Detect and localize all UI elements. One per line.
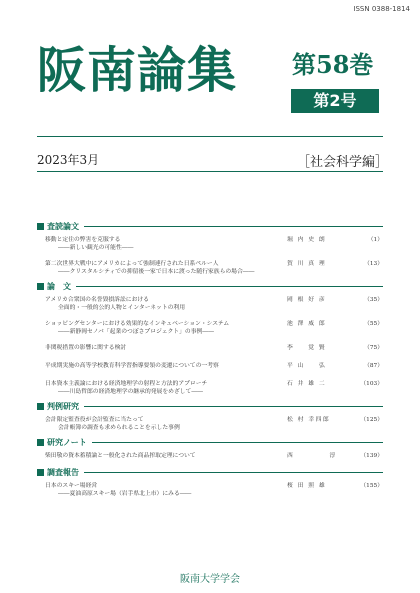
section-rule bbox=[84, 406, 383, 407]
section-heading bbox=[37, 221, 383, 232]
entry-author: 池 澤 威 郎 bbox=[287, 321, 327, 327]
toc-entry bbox=[37, 340, 383, 358]
entry-author: 賀 川 真 理 bbox=[287, 261, 327, 267]
entry-author: 平 山 弘 bbox=[287, 363, 327, 369]
toc-entry bbox=[37, 412, 383, 436]
entry-title: 非関税措置の影響に関する検討 bbox=[45, 345, 127, 351]
entry-title: アメリカ合衆国の名誉毀損訴訟における bbox=[45, 297, 149, 303]
entry-author: 李 覚 賢 bbox=[287, 345, 327, 351]
entry-subtitle: ――新しい観光の可能性―― bbox=[58, 245, 134, 251]
entry-author: 桜 田 照 雄 bbox=[287, 483, 327, 489]
entry-author: 西 淳 bbox=[287, 453, 337, 459]
entry-author: 堀 内 史 朗 bbox=[287, 237, 327, 243]
toc-entry bbox=[37, 358, 383, 376]
section-heading-label: 査読論文 bbox=[47, 222, 79, 231]
entry-page: （35） bbox=[364, 297, 383, 303]
volume-number: 第58巻 bbox=[292, 50, 374, 79]
section-heading bbox=[37, 467, 383, 478]
toc-entry bbox=[37, 232, 383, 256]
toc-entry bbox=[37, 292, 383, 316]
square-bullet-icon bbox=[37, 283, 44, 290]
section-heading bbox=[37, 281, 383, 292]
entry-subtitle: ――川島哲郎の経済地理学の継承的発展をめざして―― bbox=[58, 389, 203, 395]
entry-title: 日本のスキー場経営 bbox=[45, 483, 98, 489]
section-heading-label: 判例研究 bbox=[47, 402, 79, 411]
entry-page: （139） bbox=[360, 453, 383, 459]
issue-badge: 第2号 bbox=[291, 89, 379, 113]
entry-title: 柴田敬の資本蓄積論と一般化された商品搾取定理について bbox=[45, 453, 196, 459]
toc-entry bbox=[37, 448, 383, 466]
divider-top bbox=[37, 136, 383, 137]
entry-title: 会計限定監査役が会計監査に当たって bbox=[45, 417, 144, 423]
entry-author: 岡 根 好 彦 bbox=[287, 297, 327, 303]
square-bullet-icon bbox=[37, 223, 44, 230]
entry-title: 平成期実施の高等学校教育科学習指導要領の変遷についての一考察 bbox=[45, 363, 219, 369]
section-rule bbox=[84, 472, 383, 473]
entry-page: （87） bbox=[364, 363, 383, 369]
section-heading bbox=[37, 401, 383, 412]
series-label: ［社会科学編］ bbox=[297, 155, 389, 170]
entry-page: （55） bbox=[364, 321, 383, 327]
toc-entry bbox=[37, 256, 383, 280]
entry-subtitle: 全面的・一般的公的人物とインターネットの利用 bbox=[58, 305, 186, 311]
entry-page: （13） bbox=[364, 261, 383, 267]
entry-page: （75） bbox=[364, 345, 383, 351]
issn: ISSN 0388-1814 bbox=[353, 5, 410, 13]
entry-author: 石 井 雄 二 bbox=[287, 381, 327, 387]
entry-title: ショッピングセンターにおける効果的なインキュベーション・システム bbox=[45, 321, 230, 327]
section-rule bbox=[92, 442, 383, 443]
entry-subtitle: ――夏油高原スキー場（岩手県北上市）にみる―― bbox=[58, 491, 192, 497]
publisher: 阪南大学学会 bbox=[180, 574, 240, 585]
table-of-contents bbox=[37, 220, 383, 502]
square-bullet-icon bbox=[37, 439, 44, 446]
entry-page: （125） bbox=[360, 417, 383, 423]
journal-title: 阪南論集 bbox=[37, 41, 238, 99]
section-heading-label: 研究ノート bbox=[47, 438, 87, 447]
toc-entry bbox=[37, 316, 383, 340]
entry-subtitle: 会計帳簿の調査も求められることを示した事例 bbox=[58, 425, 180, 431]
toc-entry bbox=[37, 376, 383, 400]
entry-page: （103） bbox=[360, 381, 383, 387]
section-rule bbox=[76, 286, 383, 287]
section-heading bbox=[37, 437, 383, 448]
entry-subtitle: ――クリスタルシティでの抑留後一家で日本に渡った随行家族らの場合―― bbox=[58, 269, 255, 275]
publication-date: 2023年3月 bbox=[37, 153, 100, 167]
entry-subtitle: ――新静岡セノバ「起業のつぼさプロジェクト」の事例―― bbox=[58, 329, 214, 335]
entry-page: （155） bbox=[360, 483, 383, 489]
section-rule bbox=[84, 226, 383, 227]
section-heading-label: 論 文 bbox=[47, 282, 71, 291]
entry-title: 第二次世界大戦中にアメリカによって強制連行された日系ペルー人 bbox=[45, 261, 219, 267]
entry-title: 移動と定住の弊害を克服する bbox=[45, 237, 121, 243]
entry-author: 松 村 幸四郎 bbox=[287, 417, 331, 423]
section-heading-label: 調査報告 bbox=[47, 468, 79, 477]
toc-entry bbox=[37, 478, 383, 502]
square-bullet-icon bbox=[37, 403, 44, 410]
square-bullet-icon bbox=[37, 469, 44, 476]
entry-page: （1） bbox=[367, 237, 383, 243]
entry-title: 日本資本主義論における経済地理学の射程と方法的アプローチ bbox=[45, 381, 208, 387]
divider-bottom bbox=[37, 171, 383, 172]
